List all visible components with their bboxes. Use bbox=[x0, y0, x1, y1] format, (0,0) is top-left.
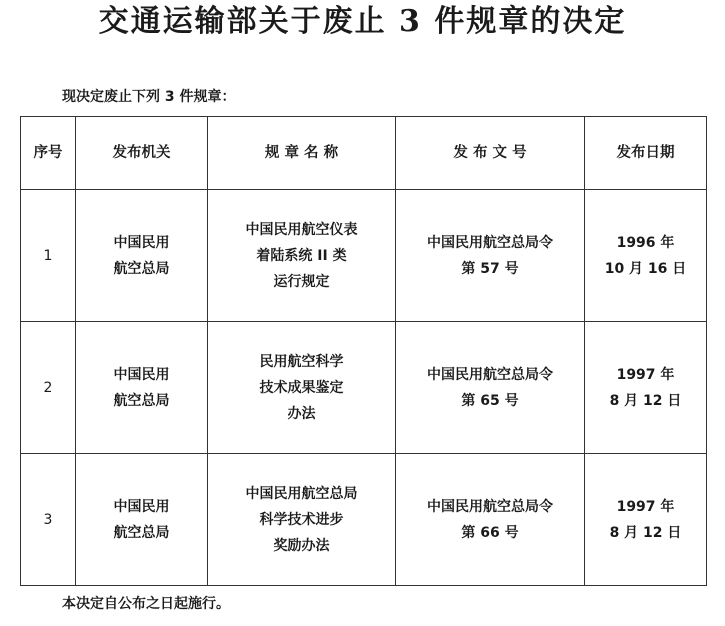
cell-line: 中国民用 bbox=[113, 366, 170, 383]
cell-line: 航空总局 bbox=[113, 524, 170, 541]
table-row bbox=[21, 190, 707, 322]
cell-line: 8 月 12 日 bbox=[609, 392, 682, 409]
cell-rule-name bbox=[208, 454, 396, 586]
cell-line: 第 57 号 bbox=[461, 260, 519, 277]
cell-line: 航空总局 bbox=[113, 260, 170, 277]
cell-seq: 3 bbox=[21, 454, 76, 586]
cell-seq: 1 bbox=[21, 190, 76, 322]
intro-text: 现决定废止下列 3 件规章： bbox=[62, 89, 236, 105]
cell-line: 1997 年 bbox=[616, 498, 675, 515]
header-date: 发布日期 bbox=[585, 117, 707, 190]
cell-seq: 2 bbox=[21, 322, 76, 454]
cell-line: 着陆系统 II 类 bbox=[256, 247, 347, 264]
cell-line: 运行规定 bbox=[273, 273, 330, 290]
cell-line: 第 66 号 bbox=[461, 524, 519, 541]
repealed-rules-table bbox=[20, 116, 707, 586]
cell-line: 科学技术进步 bbox=[259, 511, 344, 528]
cell-line: 第 65 号 bbox=[461, 392, 519, 409]
cell-doc-number bbox=[396, 454, 585, 586]
table-header-row bbox=[21, 117, 707, 190]
cell-agency bbox=[76, 454, 208, 586]
header-rule-name: 规 章 名 称 bbox=[208, 117, 396, 190]
cell-doc-number bbox=[396, 190, 585, 322]
cell-line: 8 月 12 日 bbox=[609, 524, 682, 541]
cell-line: 中国民用航空仪表 bbox=[245, 221, 358, 238]
closing-text: 本决定自公布之日起施行。 bbox=[62, 596, 230, 612]
cell-line: 中国民用航空总局 bbox=[245, 485, 358, 502]
cell-line: 1997 年 bbox=[616, 366, 675, 383]
cell-line: 技术成果鉴定 bbox=[259, 379, 344, 396]
table-row bbox=[21, 322, 707, 454]
table-row bbox=[21, 454, 707, 586]
cell-line: 1996 年 bbox=[616, 234, 675, 251]
cell-date bbox=[585, 190, 707, 322]
cell-agency bbox=[76, 322, 208, 454]
header-doc-number: 发 布 文 号 bbox=[396, 117, 585, 190]
cell-line: 10 月 16 日 bbox=[604, 260, 687, 277]
cell-rule-name bbox=[208, 322, 396, 454]
cell-date bbox=[585, 454, 707, 586]
cell-line: 中国民用 bbox=[113, 234, 170, 251]
document-title: 交通运输部关于废止 3 件规章的决定 bbox=[98, 4, 627, 39]
cell-rule-name bbox=[208, 190, 396, 322]
cell-line: 中国民用航空总局令 bbox=[427, 234, 553, 251]
cell-line: 中国民用航空总局令 bbox=[427, 366, 553, 383]
cell-agency bbox=[76, 190, 208, 322]
cell-doc-number bbox=[396, 322, 585, 454]
cell-line: 中国民用 bbox=[113, 498, 170, 515]
cell-line: 民用航空科学 bbox=[259, 353, 344, 370]
header-agency: 发布机关 bbox=[76, 117, 208, 190]
cell-line: 航空总局 bbox=[113, 392, 170, 409]
cell-line: 奖励办法 bbox=[273, 537, 330, 554]
cell-line: 办法 bbox=[287, 405, 316, 422]
header-seq: 序号 bbox=[21, 117, 76, 190]
cell-line: 中国民用航空总局令 bbox=[427, 498, 553, 515]
cell-date bbox=[585, 322, 707, 454]
